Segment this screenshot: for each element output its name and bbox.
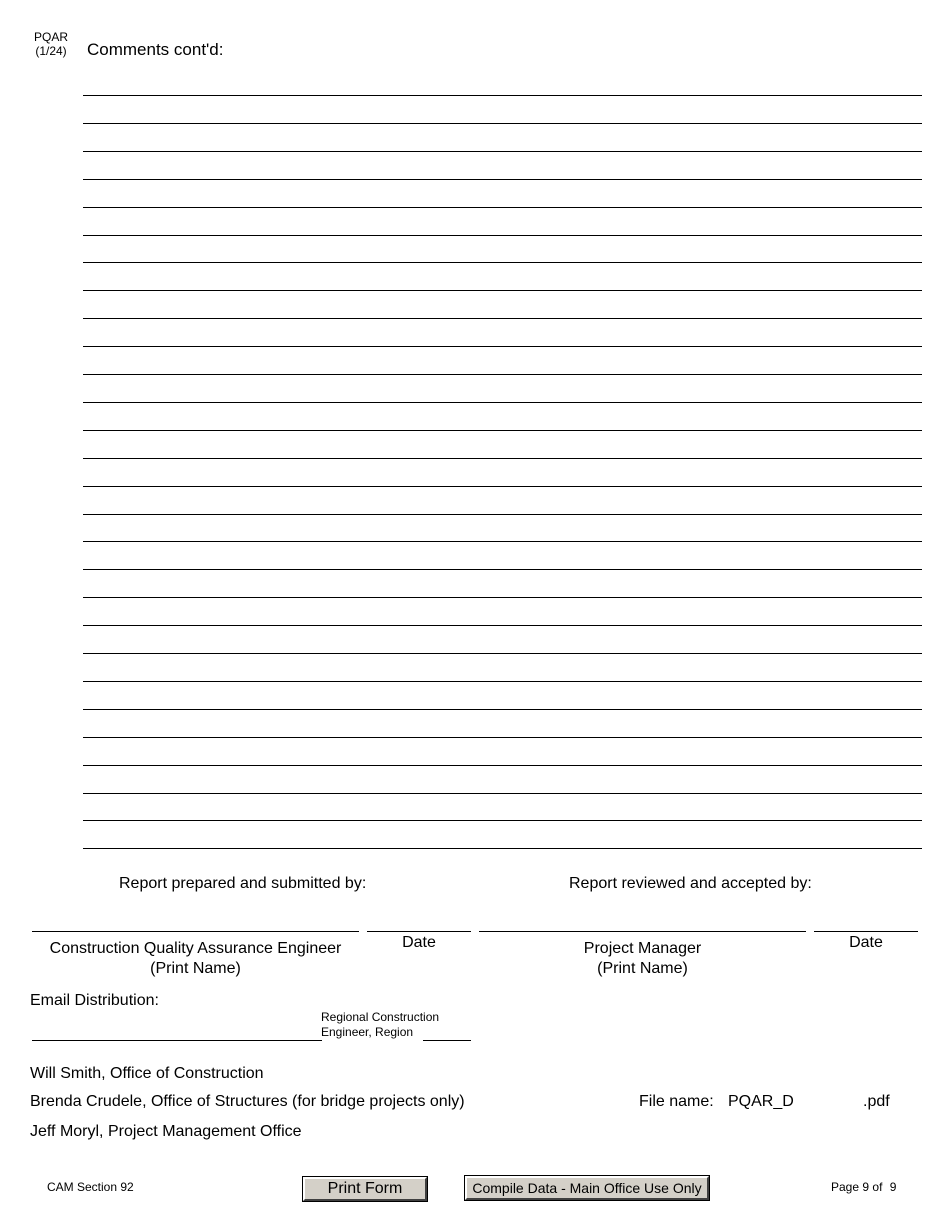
- regional-label-line1: Regional Construction: [321, 1010, 440, 1024]
- region-number-field[interactable]: [423, 1040, 471, 1041]
- comment-line[interactable]: [83, 123, 922, 124]
- project-manager-label-block: [479, 939, 806, 979]
- page-of: of: [872, 1180, 883, 1194]
- prepared-date-field[interactable]: [367, 931, 471, 932]
- date-label-right: Date: [849, 934, 883, 951]
- reviewed-date-field[interactable]: [814, 931, 918, 932]
- prepared-heading: Report prepared and submitted by:: [119, 875, 367, 892]
- page-current: 9: [862, 1180, 870, 1194]
- comment-line[interactable]: [83, 235, 922, 236]
- comment-line[interactable]: [83, 458, 922, 459]
- file-name-label: File name:: [639, 1093, 714, 1110]
- page-label: Page: [831, 1180, 860, 1194]
- file-name-extension: .pdf: [863, 1093, 890, 1110]
- comment-line[interactable]: [83, 820, 922, 821]
- cqa-print-name: (Print Name): [150, 960, 241, 977]
- compile-data-button[interactable]: Compile Data - Main Office Use Only: [465, 1176, 709, 1200]
- regional-label-line2: Engineer, Region: [321, 1025, 414, 1039]
- comment-line[interactable]: [83, 402, 922, 403]
- comment-line[interactable]: [83, 709, 922, 710]
- file-name-input[interactable]: [800, 1092, 860, 1112]
- comment-line[interactable]: [83, 765, 922, 766]
- comment-line[interactable]: [83, 179, 922, 180]
- cqa-engineer-label: Construction Quality Assurance Engineer: [49, 940, 342, 957]
- comment-line[interactable]: [83, 430, 922, 431]
- reviewed-heading: Report reviewed and accepted by:: [569, 875, 812, 892]
- comment-line[interactable]: [83, 848, 922, 849]
- comment-line[interactable]: [83, 541, 922, 542]
- comment-line[interactable]: [83, 793, 922, 794]
- cam-section: CAM Section 92: [47, 1180, 134, 1194]
- recipient-1: Will Smith, Office of Construction: [30, 1065, 264, 1082]
- form-code: PQAR: [34, 30, 69, 44]
- comment-line[interactable]: [83, 737, 922, 738]
- project-manager-name-field[interactable]: [479, 931, 806, 932]
- form-date: (1/24): [35, 44, 67, 58]
- comment-line[interactable]: [83, 374, 922, 375]
- comment-line[interactable]: [83, 95, 922, 96]
- recipient-2: Brenda Crudele, Office of Structures (for bridge projects only): [30, 1093, 465, 1110]
- comments-title: Comments cont'd:: [87, 40, 224, 59]
- comment-line[interactable]: [83, 318, 922, 319]
- email-distribution-label: Email Distribution:: [30, 992, 159, 1009]
- comment-line[interactable]: [83, 262, 922, 263]
- pm-print-name: (Print Name): [597, 960, 688, 977]
- regional-engineer-label: [321, 1010, 439, 1040]
- comment-line[interactable]: [83, 290, 922, 291]
- comment-line[interactable]: [83, 514, 922, 515]
- page-total: 9: [889, 1180, 897, 1194]
- form-code-block: [34, 30, 68, 58]
- email-distribution-field[interactable]: [32, 1040, 322, 1041]
- comment-line[interactable]: [83, 486, 922, 487]
- comment-line[interactable]: [83, 653, 922, 654]
- recipient-3: Jeff Moryl, Project Management Office: [30, 1123, 302, 1140]
- cqa-engineer-label-block: [32, 939, 359, 979]
- comment-line[interactable]: [83, 151, 922, 152]
- cqa-engineer-name-field[interactable]: [32, 931, 359, 932]
- comment-line[interactable]: [83, 625, 922, 626]
- date-label-left: Date: [402, 934, 436, 951]
- comment-line[interactable]: [83, 346, 922, 347]
- project-manager-label: Project Manager: [583, 940, 702, 957]
- page-number: [831, 1180, 896, 1194]
- file-name-prefix: PQAR_D: [728, 1093, 794, 1110]
- print-form-button[interactable]: Print Form: [303, 1177, 427, 1201]
- comment-line[interactable]: [83, 569, 922, 570]
- comment-line[interactable]: [83, 207, 922, 208]
- comment-line[interactable]: [83, 597, 922, 598]
- comment-line[interactable]: [83, 681, 922, 682]
